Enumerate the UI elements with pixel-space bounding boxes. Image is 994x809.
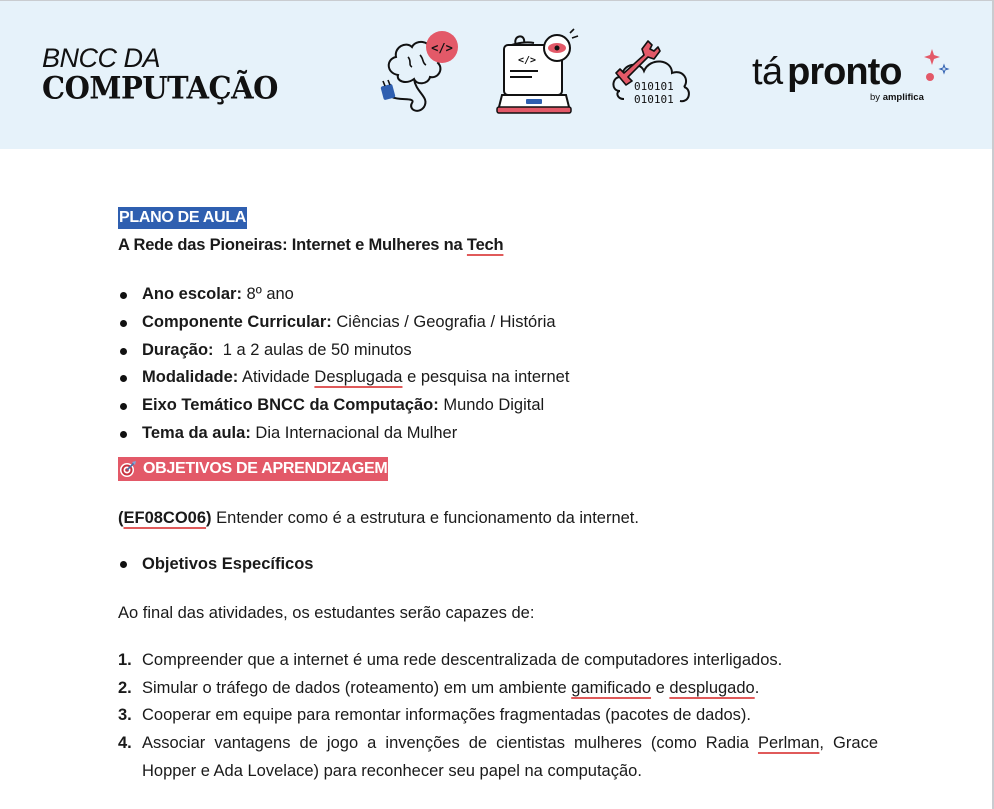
bncc-code-line: (EF08CO06) Entender como é a estrutura e funcionamento da internet. [118,508,639,527]
lesson-title-text: A Rede das Pioneiras: Internet e Mulheres na [118,236,467,254]
brain-code-plug-icon [378,27,468,117]
info-item-ano-escolar: Ano escolar: 8º ano [118,281,878,309]
wrench-cloud-binary-icon [610,27,705,117]
binary-text-2: 010101 [634,93,674,106]
bncc-brand-title [42,43,278,106]
logo-company: amplifica [882,92,924,103]
spellcheck-word[interactable]: Desplugada [314,368,403,387]
laptop-code-eye-icon [494,27,584,117]
specific-objectives-label: Objetivos Específicos [118,552,878,576]
objectives-intro: Ao final das atividades, os estudantes serão capazes de: [118,603,535,622]
lesson-info-list [118,281,878,448]
document-header-banner [0,1,992,149]
goal-item: 1. Compreender que a internet é uma rede descentralizada de computadores interligados. [118,650,783,669]
info-item-componente: Componente Curricular: Ciências / Geografia / História [118,309,878,337]
objectives-heading [118,457,388,481]
logo-by: by [870,92,881,103]
spellcheck-word[interactable]: gamificado [571,678,652,697]
bncc-code[interactable]: EF08CO06 [123,508,207,527]
spellcheck-word[interactable]: Tech [466,236,504,254]
info-item-duracao: Duração: 1 a 2 aulas de 50 minutos [118,337,878,365]
target-dart-icon [119,460,137,478]
svg-text:</>: </> [431,41,453,55]
lesson-plan-content [118,207,878,786]
logo-pronto: pronto [787,51,902,93]
info-item-eixo-tematico: Eixo Temático BNCC da Computação: Mundo Digital [118,392,878,420]
binary-text-1: 010101 [634,80,674,93]
goal-item: 3. Cooperar em equipe para remontar informações fragmentadas (pacotes de dados). [118,706,752,725]
brand-line-2: COMPUTAÇÃO [42,69,278,106]
logo-byline [870,92,924,103]
spellcheck-word[interactable]: desplugado [669,678,755,697]
sparkle-icon [924,49,952,85]
spellcheck-word[interactable]: Perlman [757,734,820,753]
lesson-title [118,235,878,255]
info-item-tema: Tema da aula: Dia Internacional da Mulher [118,420,878,448]
ta-pronto-logo [752,51,924,103]
brand-line-1: BNCC DA [42,43,161,73]
goal-item: 4. Associar vantagens de jogo a invenções de cientistas mulheres (como Radia Perlman, Grace Hopper e Ada Lovelace) para reconhecer seu papel na computação. [118,734,878,780]
objectives-heading-text: OBJETIVOS DE APRENDIZAGEM [143,459,388,477]
specific-goals-list [118,647,878,786]
plan-label: PLANO DE AULA [118,207,247,229]
info-item-modalidade: Modalidade: Atividade Desplugada e pesquisa na internet [118,364,878,392]
logo-ta: tá [752,51,783,93]
svg-text:</>: </> [518,55,537,66]
goal-item: 2. Simular o tráfego de dados (roteamento) em um ambiente gamificado e desplugado. [118,678,760,697]
